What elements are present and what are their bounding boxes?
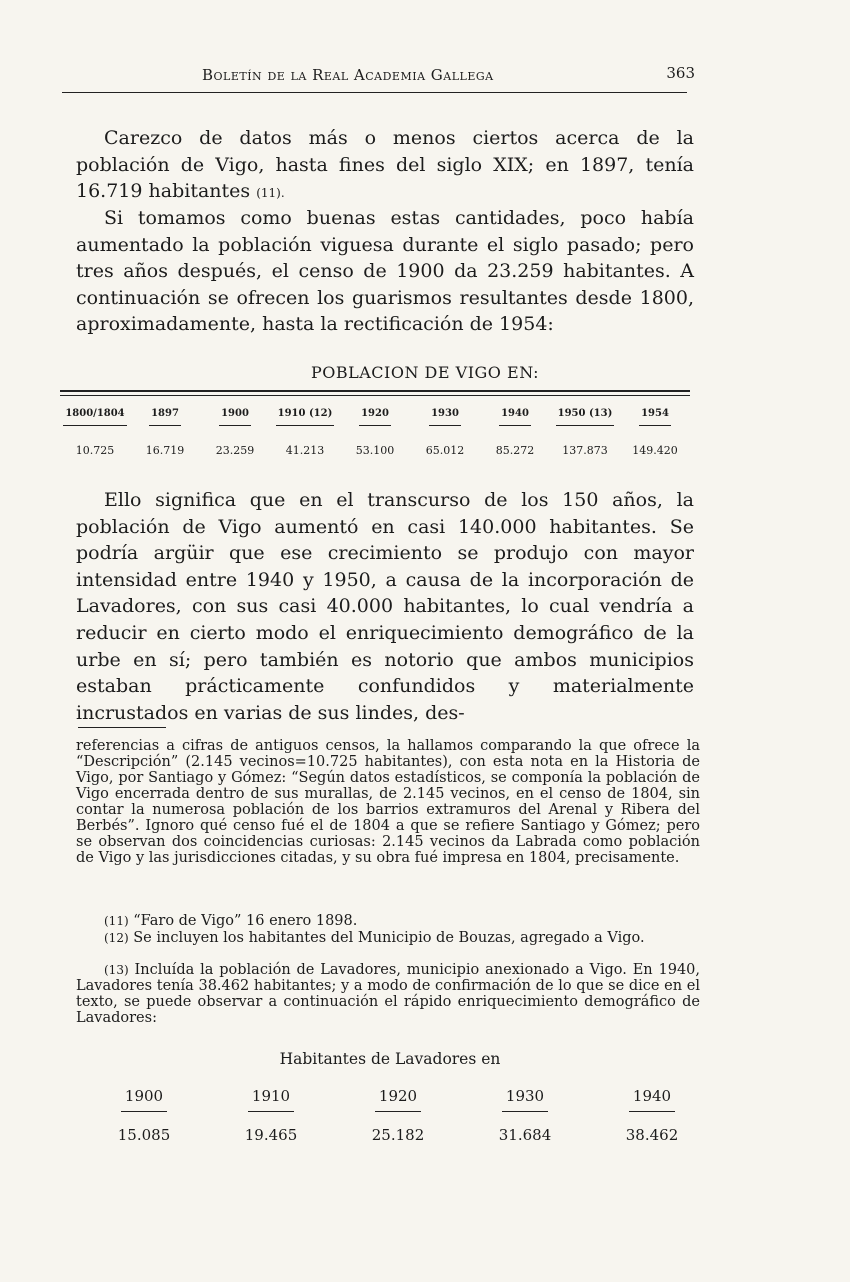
table-header-cell: 1910 (12): [270, 408, 340, 426]
lavadores-header-cell: 1930: [489, 1087, 561, 1112]
table-value-cell: 53.100: [355, 444, 395, 457]
footnote-13: [76, 962, 700, 1026]
table-header-cell: 1900: [200, 408, 270, 426]
table-value-cell: 16.719: [145, 444, 185, 457]
table-value-cell: 10.725: [75, 444, 115, 457]
lavadores-header-row: [108, 1087, 688, 1112]
lavadores-value-cell: 31.684: [498, 1126, 552, 1144]
table-value-cell: 23.259: [215, 444, 255, 457]
paragraph-1: [76, 125, 694, 207]
table-value-cell: 149.420: [632, 444, 678, 457]
footnote-mark: (12): [104, 931, 129, 945]
table-header-cell: 1930: [410, 408, 480, 426]
footnote-ref-11: (11).: [256, 186, 285, 200]
footnote-separator: [78, 727, 166, 728]
table-header-cell: 1940: [480, 408, 550, 426]
paragraph-2: Si tomamos como buenas estas cantidades, poco había aumentado la población viguesa durante el siglo pasado; pero tres años después, el censo de 1900 da 23.259 habitantes. A continuación se ofrecen los guarismos resultantes desde 1800, aproximadamente, hasta la rectificación de 1954:: [76, 207, 694, 335]
table-values-row: [60, 444, 690, 457]
lavadores-value-cell: 25.182: [371, 1126, 425, 1144]
journal-title: Boletín de la Real Academia Gallega: [202, 66, 494, 84]
footnote-12: [76, 930, 700, 946]
table-value-cell: 137.873: [562, 444, 608, 457]
lavadores-header-cell: 1900: [108, 1087, 180, 1112]
running-header: [62, 62, 695, 93]
footnote-text: “Faro de Vigo” 16 enero 1898.: [133, 913, 358, 929]
table-header-cell: 1897: [130, 408, 200, 426]
table-top-rule-inner: [60, 395, 690, 396]
lavadores-value-cell: 19.465: [244, 1126, 298, 1144]
lavadores-header-cell: 1940: [616, 1087, 688, 1112]
footnote-mark: (13): [104, 963, 129, 977]
table-value-cell: 65.012: [425, 444, 465, 457]
table-value-cell: 41.213: [285, 444, 325, 457]
page-number: 363: [666, 64, 695, 82]
footnote-continued: referencias a cifras de antiguos censos, la hallamos comparando la que ofrece la “Descripción” (2.145 vecinos=10.725 habitantes), con esta nota en la Historia de Vigo, por Santiago y Gómez: “Según datos estadísticos, se componía la población de Vigo encerrada dentro de sus murallas, de 2.145 vecinos, en el censo de 1804, sin contar la numerosa población de los barrios extramuros del Arenal y Ribera del Berbés”. Ignoro qué censo fué el de 1804 a que se refiere Santiago y Gómez; pero se observan dos coincidencias curiosas: 2.145 vecinos da Labrada como población de Vigo y las jurisdicciones citadas, y su obra fué impresa en 1804, precisamente.: [76, 738, 700, 866]
lavadores-header-cell: 1920: [362, 1087, 434, 1112]
table-top-rule: [60, 390, 690, 392]
lavadores-header-cell: 1910: [235, 1087, 307, 1112]
footnote-mark: (11): [104, 914, 129, 928]
table-header-row: [60, 408, 690, 426]
table-header-cell: 1954: [620, 408, 690, 426]
table-header-cell: 1800/1804: [60, 408, 130, 426]
table-header-cell: 1950 (13): [550, 408, 620, 426]
footnote-11: [76, 913, 700, 929]
paragraph-1-text: Carezco de datos más o menos ciertos acerca de la población de Vigo, hasta fines del siglo XIX; en 1897, tenía 16.719 habitantes: [76, 127, 694, 202]
lavadores-value-cell: 38.462: [625, 1126, 679, 1144]
footnote-text: Se incluyen los habitantes del Municipio de Bouzas, agregado a Vigo.: [133, 930, 645, 946]
paragraph-3: Ello significa que en el transcurso de los 150 años, la población de Vigo aumentó en casi 140.000 habitantes. Se podría argüir que ese crecimiento se produjo con mayor intensidad entre 1940 y 1950, a causa de la incorporación de Lavadores, con sus casi 40.000 habitantes, lo cual vendría a reducir en cierto modo el enriquecimiento demográfico de la urbe en sí; pero también es notorio que ambos municipios estaban prácticamente confundidos y materialmente incrustados en varias de sus lindes, des-: [76, 489, 694, 724]
lavadores-value-cell: 15.085: [117, 1126, 171, 1144]
table-value-cell: 85.272: [495, 444, 535, 457]
lavadores-caption: Habitantes de Lavadores en: [279, 1050, 501, 1068]
lavadores-values-row: [108, 1126, 688, 1144]
table-title: POBLACION DE VIGO EN:: [310, 363, 540, 382]
footnote-text: Incluída la población de Lavadores, municipio anexionado a Vigo. En 1940, Lavadores tenía 38.462 habitantes; y a modo de confirmación de lo que se dice en el texto, se puede observar a continuación el rápido enriquecimiento demográfico de Lavadores:: [76, 962, 700, 1026]
table-header-cell: 1920: [340, 408, 410, 426]
